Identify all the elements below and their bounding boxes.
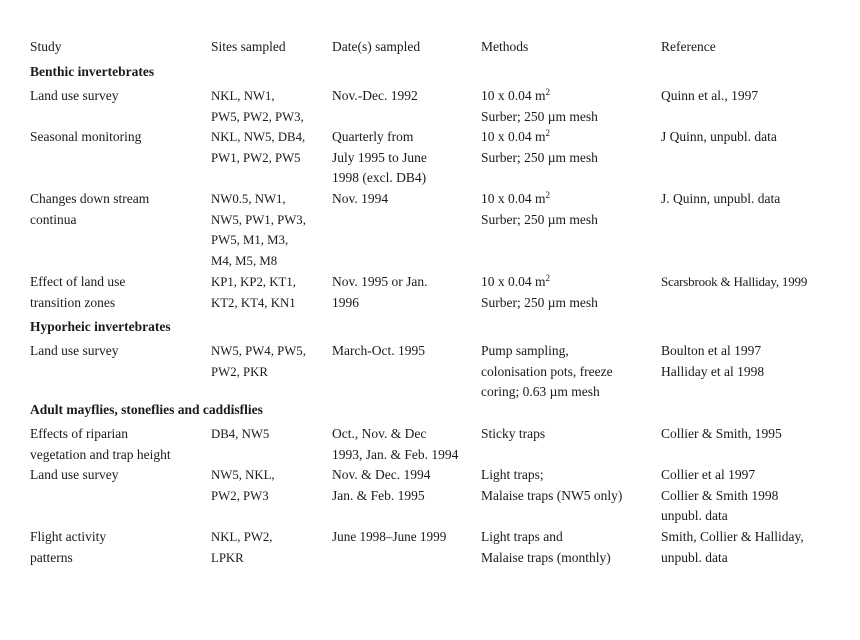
reference-cell: Smith, Collier & Halliday, unpubl. data (661, 529, 804, 565)
reference-cell: J. Quinn, unpubl. data (661, 191, 781, 206)
dates-cell: Quarterly from July 1995 to June 1998 (excl. DB4) (332, 129, 427, 185)
study-cell: Effect of land use transition zones (30, 274, 126, 310)
methods-area: 10 x 0.04 m (481, 191, 546, 206)
section-title-adult-insects (0, 402, 860, 418)
methods-cell: Sticky traps (481, 426, 546, 441)
sites-cell: KP1, KP2, KT1, KT2, KT4, KN1 (211, 275, 296, 310)
dates-cell: March-Oct. 1995 (332, 343, 425, 358)
methods-mesh: Surber; 250 µm mesh (481, 149, 598, 165)
study-cell: Land use survey (30, 467, 119, 482)
study-cell: Land use survey (30, 343, 119, 358)
methods-exponent: 2 (545, 190, 551, 200)
reference-cell: Quinn et al., 1997 (661, 88, 759, 103)
reference-cell: Collier et al 1997 Collier & Smith 1998 unpubl. data (661, 467, 779, 523)
study-cell: Flight activity patterns (30, 529, 107, 565)
methods-mesh: Surber; 250 µm mesh (481, 211, 598, 227)
study-cell: Effects of riparian vegetation and trap height (30, 426, 171, 462)
methods-cell (481, 127, 659, 168)
section-title-benthic (0, 64, 860, 80)
sites-cell: DB4, NW5 (211, 427, 270, 441)
methods-exponent: 2 (545, 128, 551, 138)
dates-cell: Oct., Nov. & Dec 1993, Jan. & Feb. 1994 (332, 426, 459, 462)
sites-cell: NKL, NW5, DB4, PW1, PW2, PW5 (211, 130, 306, 165)
study-cell: Seasonal monitoring (30, 129, 142, 144)
reference-cell: Collier & Smith, 1995 (661, 426, 782, 441)
sites-cell: NKL, NW1, PW5, PW2, PW3, (211, 89, 304, 124)
section-heading: Benthic invertebrates (30, 64, 155, 79)
methods-cell (481, 272, 659, 313)
section-heading: Adult mayflies, stoneflies and caddisflies (30, 402, 263, 417)
methods-mesh: Surber; 250 µm mesh (481, 108, 598, 124)
methods-cell: Light traps and Malaise traps (monthly) (481, 529, 611, 565)
dates-cell: Nov. 1995 or Jan. 1996 (332, 274, 428, 310)
sites-cell: NKL, PW2, LPKR (211, 530, 273, 565)
methods-cell (481, 86, 659, 127)
dates-cell: Nov. & Dec. 1994 Jan. & Feb. 1995 (332, 467, 431, 503)
methods-area: 10 x 0.04 m (481, 88, 546, 103)
section-heading: Hyporheic invertebrates (30, 319, 171, 334)
reference-cell: Boulton et al 1997 Halliday et al 1998 (661, 343, 765, 379)
header-dates: Date(s) sampled (332, 39, 421, 54)
methods-cell: Pump sampling, colonisation pots, freeze coring; 0.63 µm mesh (481, 343, 613, 399)
section-title-hyporheic (0, 319, 860, 335)
header-reference: Reference (661, 39, 716, 54)
sites-cell: NW5, PW4, PW5, PW2, PKR (211, 344, 306, 379)
methods-area: 10 x 0.04 m (481, 274, 546, 289)
header-study: Study (30, 39, 62, 54)
methods-area: 10 x 0.04 m (481, 129, 546, 144)
methods-cell: Light traps; Malaise traps (NW5 only) (481, 467, 623, 503)
dates-cell: June 1998–June 1999 (332, 529, 447, 544)
header-sites: Sites sampled (211, 39, 286, 54)
methods-exponent: 2 (545, 87, 551, 97)
reference-cell: J Quinn, unpubl. data (661, 129, 777, 144)
sites-cell: NW5, NKL, PW2, PW3 (211, 468, 275, 503)
dates-cell: Nov. 1994 (332, 191, 389, 206)
methods-cell (481, 189, 659, 230)
reference-cell: Scarsbrook & Halliday, 1999 (661, 274, 808, 289)
methods-exponent: 2 (545, 273, 551, 283)
dates-cell: Nov.-Dec. 1992 (332, 88, 418, 103)
study-cell: Changes down stream continua (30, 191, 150, 227)
sites-cell: NW0.5, NW1, NW5, PW1, PW3, PW5, M1, M3, M4, M5, M8 (211, 192, 306, 268)
methods-mesh: Surber; 250 µm mesh (481, 294, 598, 310)
study-cell: Land use survey (30, 88, 119, 103)
header-methods: Methods (481, 39, 529, 54)
